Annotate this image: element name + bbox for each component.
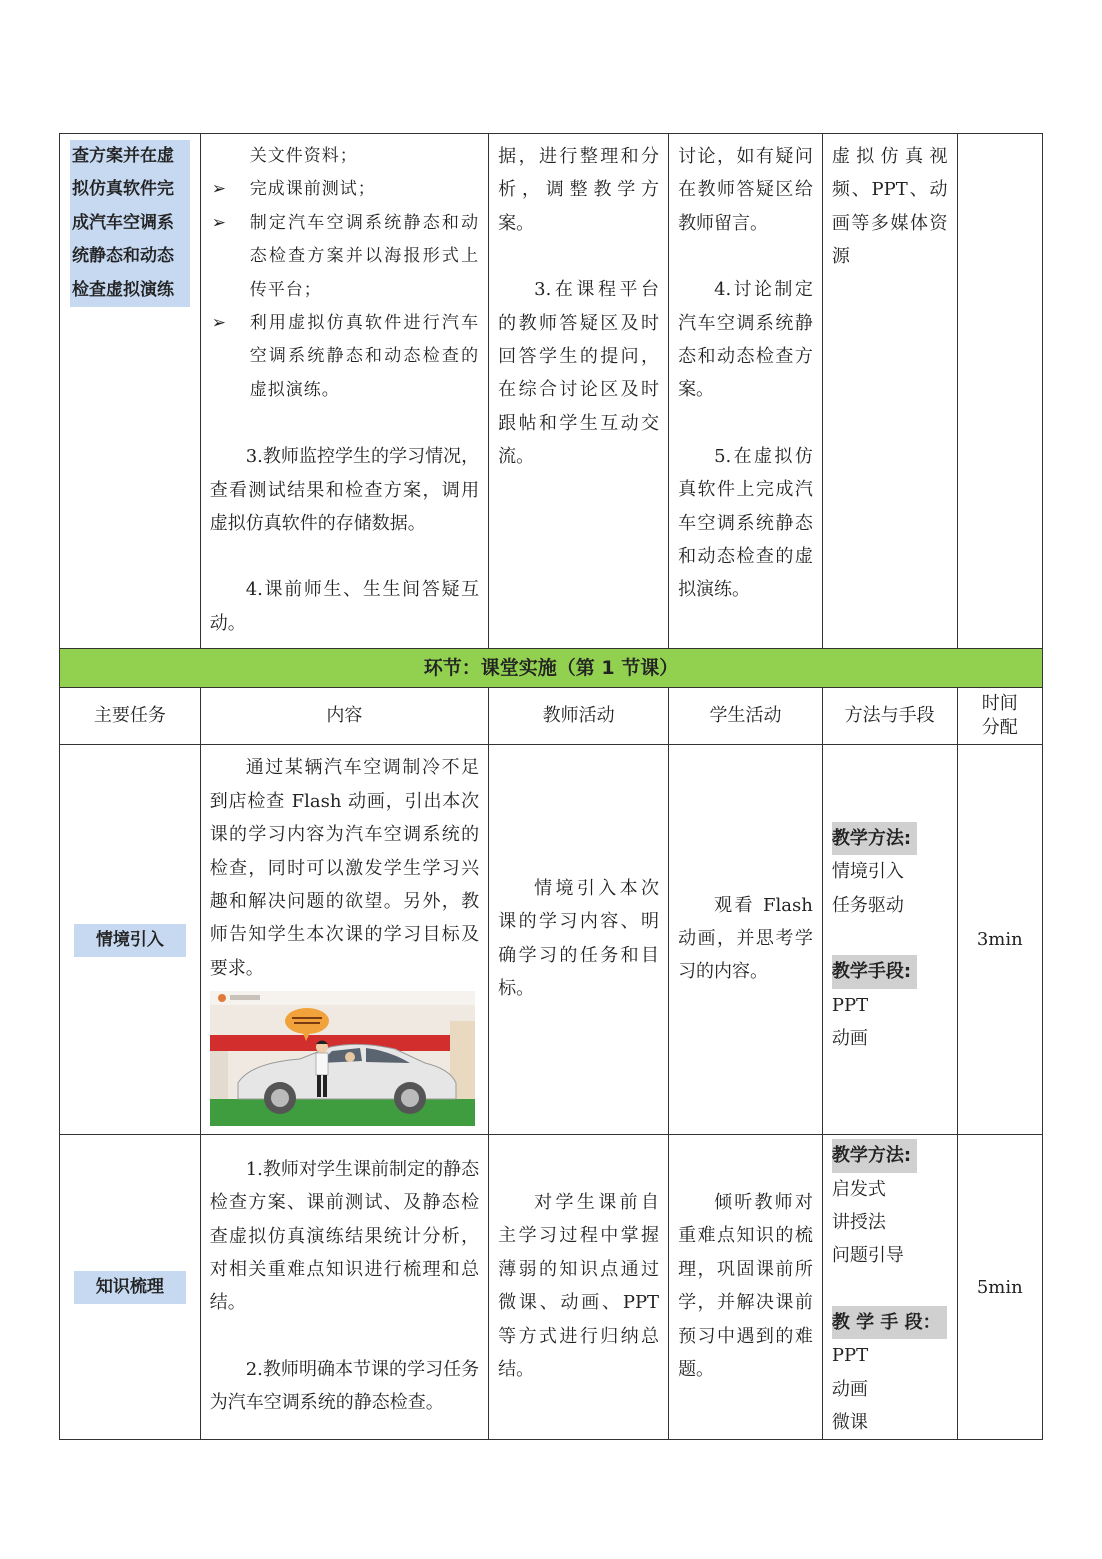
method-item: 情境引入: [831, 861, 904, 883]
teacher-cell: [489, 1135, 669, 1440]
means-item: 动画: [831, 1378, 868, 1400]
teacher-cell: [489, 745, 669, 1135]
method-cell-continued: [822, 134, 957, 649]
header-row: [60, 688, 1043, 745]
teacher-text: 对学生课前自主学习过程中掌握薄弱的知识点通过微课、动画、PPT 等方式进行归纳总结。: [498, 1192, 660, 1381]
content-paragraph: 1.教师对学生课前制定的静态检查方案、课前测试、及静态检查虚拟仿真演练结果统计分析，对相关重难点知识进行梳理和总结。: [209, 1158, 480, 1314]
student-paragraph: 4.讨论制定汽车空调系统静态和动态检查方案。: [678, 279, 813, 401]
means-item: PPT: [831, 994, 869, 1016]
task-cell-continued: [60, 134, 201, 649]
teacher-paragraph: 3.在课程平台的教师答疑区及时回答学生的提问，在综合讨论区及时跟帖和学生互动交流。: [498, 279, 660, 468]
task-line: 检查虚拟演练: [70, 274, 190, 307]
task-line: 统静态和动态: [70, 240, 190, 273]
time-cell: 5min: [957, 1135, 1042, 1440]
task-label: 情境引入: [74, 924, 186, 957]
header-content: 内容: [200, 688, 488, 745]
means-item: 动画: [831, 1028, 868, 1050]
table-row: [60, 1135, 1043, 1440]
means-label: 教 学 手 段：: [832, 1306, 947, 1339]
arrow-bullet-icon: ➢: [211, 179, 227, 200]
method-item: 讲授法: [831, 1211, 886, 1233]
content-paragraph: 2.教师明确本节课的学习任务为汽车空调系统的静态检查。: [209, 1358, 480, 1414]
section-row: [60, 649, 1043, 688]
section-title: 环节：课堂实施（第 1 节课）: [60, 649, 1043, 688]
task-line: 拟仿真软件完: [70, 173, 190, 206]
content-cell: [200, 745, 488, 1135]
arrow-bullet-icon: ➢: [211, 313, 227, 334]
student-text: 观看 Flash 动画，并思考学习的内容。: [678, 894, 813, 983]
content-cell-continued: [200, 134, 488, 649]
method-cell: [822, 1135, 957, 1440]
time-cell: 3min: [957, 745, 1042, 1135]
content-bullet: ➢ 完成课前测试；: [210, 173, 479, 206]
content-paragraph: 4.课前师生、生生间答疑互动。: [209, 579, 480, 634]
table-row: [60, 745, 1043, 1135]
content-paragraph: 通过某辆汽车空调制冷不足到店检查 Flash 动画，引出本次课的学习内容为汽车空调系统的检查，同时可以激发学生学习兴趣和解决问题的欲望。另外，教师告知学生本次课的学习目标及要求。: [209, 757, 480, 979]
method-cell: [822, 745, 957, 1135]
task-label: 知识梳理: [74, 1271, 186, 1304]
student-paragraph: 讨论，如有疑问在教师答疑区给教师留言。: [678, 146, 813, 234]
teacher-text: 情境引入本次课的学习内容、明确学习的任务和目标。: [498, 877, 660, 1000]
means-item: 微课: [831, 1411, 868, 1433]
teacher-paragraph: 据，进行整理和分析，调整教学方案。: [498, 146, 660, 234]
table-row-previous: [60, 134, 1043, 649]
means-item: PPT: [831, 1345, 869, 1367]
time-cell-continued: [957, 134, 1042, 649]
lesson-plan-table: [59, 133, 1043, 1440]
header-task: 主要任务: [60, 688, 201, 745]
content-bullet: ➢ 利用虚拟仿真软件进行汽车空调系统静态和动态检查的虚拟演练。: [210, 307, 479, 407]
content-lead: 关文件资料；: [249, 146, 358, 166]
method-item: 启发式: [831, 1178, 886, 1200]
header-student: 学生活动: [669, 688, 823, 745]
student-cell-continued: [669, 134, 823, 649]
content-cell: [200, 1135, 488, 1440]
header-teacher: 教师活动: [489, 688, 669, 745]
student-text: 倾听教师对重难点知识的梳理，巩固课前所学，并解决课前预习中遇到的难题。: [678, 1192, 813, 1381]
method-label: 教学方法:: [832, 1139, 917, 1172]
student-cell: [669, 1135, 823, 1440]
method-label: 教学方法:: [832, 822, 917, 855]
means-label: 教学手段:: [832, 955, 917, 988]
car-service-illustration: [210, 991, 475, 1126]
header-time: 时间分配: [957, 688, 1042, 745]
task-line: 成汽车空调系: [70, 207, 190, 240]
student-cell: [669, 745, 823, 1135]
method-item: 问题引导: [831, 1245, 904, 1267]
header-method: 方法与手段: [822, 688, 957, 745]
method-item: 任务驱动: [831, 894, 904, 916]
task-line: 查方案并在虚: [70, 140, 190, 173]
content-paragraph: 3.教师监控学生的学习情况，查看测试结果和检查方案，调用虚拟仿真软件的存储数据。: [209, 446, 480, 535]
task-cell: [60, 745, 201, 1135]
arrow-bullet-icon: ➢: [211, 212, 227, 233]
task-cell: [60, 1135, 201, 1440]
method-text: 虚拟仿真视频、PPT、动画等多媒体资源: [831, 146, 948, 268]
student-paragraph: 5.在虚拟仿真软件上完成汽车空调系统静态和动态检查的虚拟演练。: [678, 445, 813, 601]
content-bullet: ➢ 制定汽车空调系统静态和动态检查方案并以海报形式上传平台；: [210, 207, 479, 307]
teacher-cell-continued: [489, 134, 669, 649]
